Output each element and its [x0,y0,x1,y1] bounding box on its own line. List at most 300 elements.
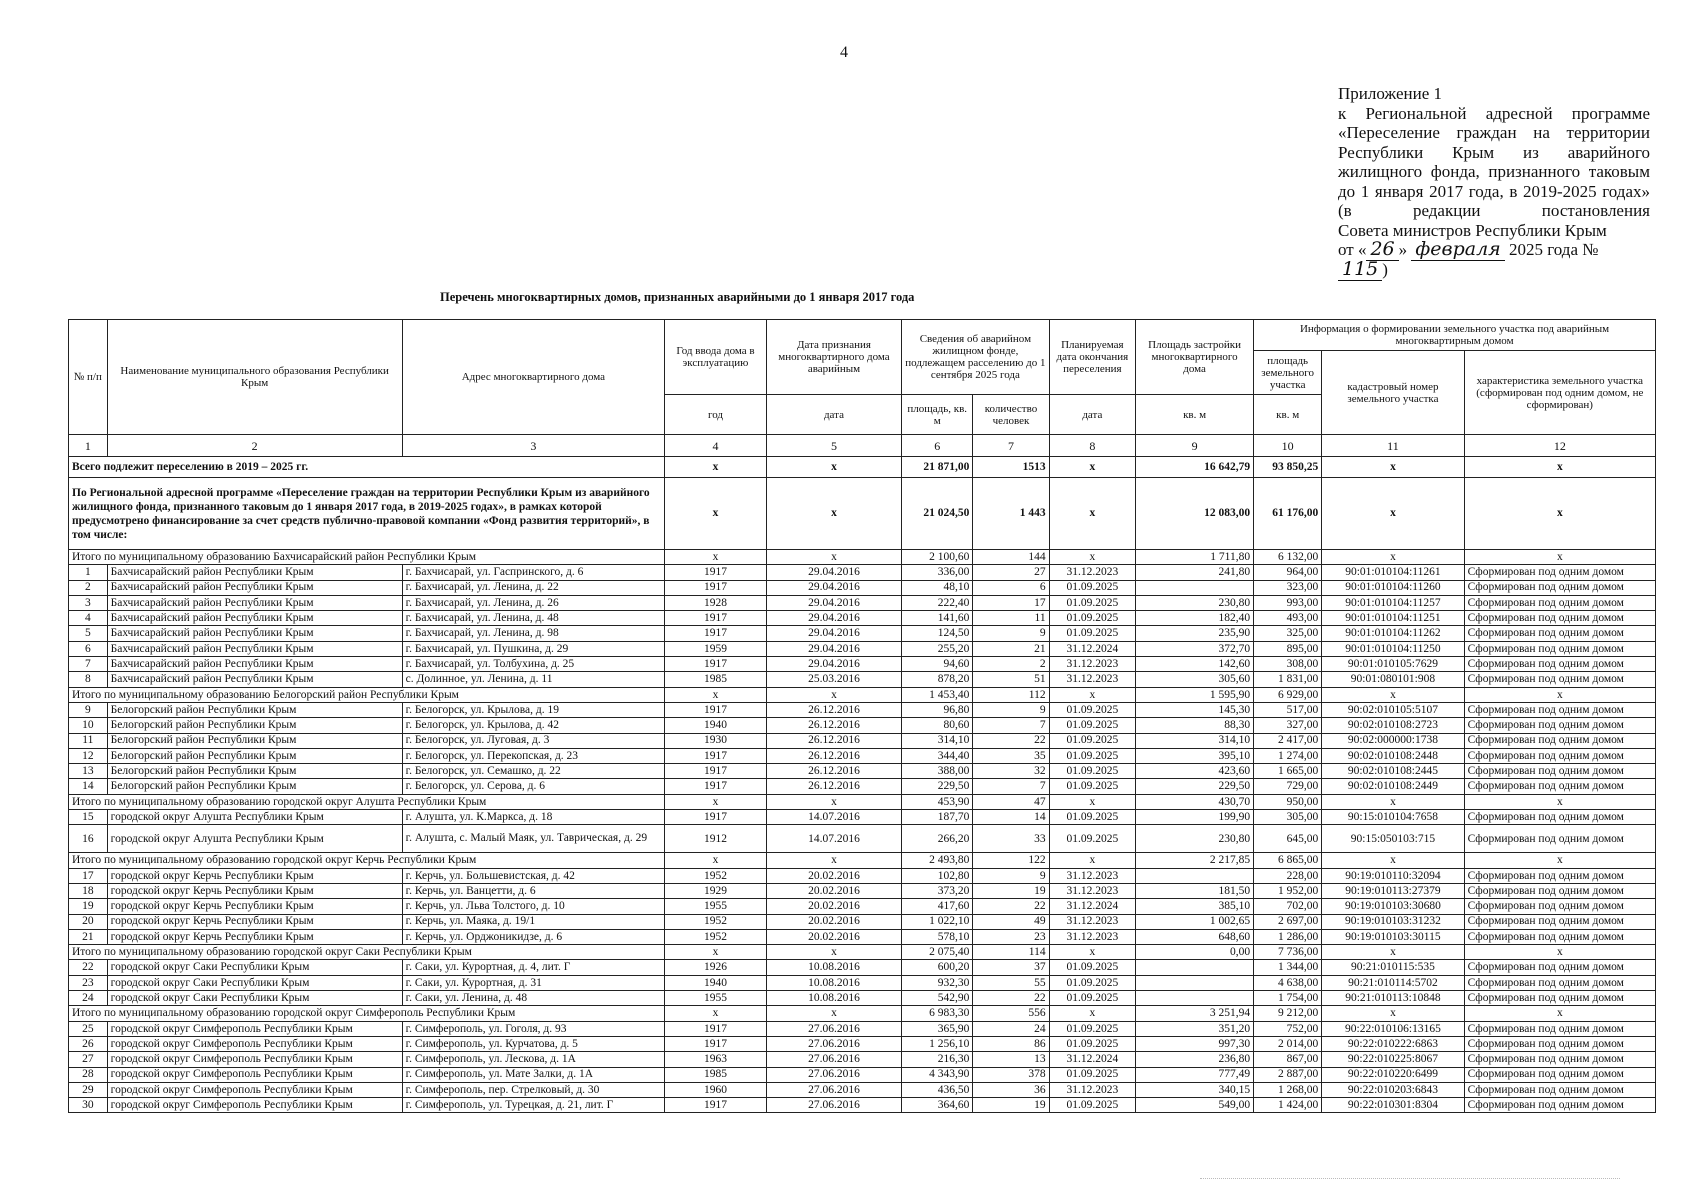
cell-cadastral: 90:19:010103:30680 [1322,899,1464,914]
cell-land: 1 424,00 [1254,1098,1322,1113]
cell-cadastral: x [1322,794,1464,809]
cell-year: 1959 [665,641,767,656]
header-land-char: характеристика земельного участка (сформирован под одним домом, не сформирован) [1464,351,1655,435]
cell-area: 336,00 [902,565,973,580]
unit-land: кв. м [1254,395,1322,435]
cell-municipality: Бахчисарайский район Республики Крым [107,657,402,672]
cell-built: 1 002,65 [1136,914,1254,929]
cell-people: 9 [973,868,1049,883]
cell-cadastral: 90:02:010105:5107 [1322,702,1464,717]
cell-plan: 31.12.2023 [1049,868,1135,883]
cell-area: 102,80 [902,868,973,883]
date-month-handwritten: февраля [1411,238,1504,261]
cell-land: 93 850,25 [1254,457,1322,478]
cell-land: 1 831,00 [1254,672,1322,687]
cell-num: 10 [69,718,108,733]
cell-people: 1513 [973,457,1049,478]
cell-people: 51 [973,672,1049,687]
cell-area: 453,90 [902,794,973,809]
cell-people: 35 [973,748,1049,763]
cell-year: x [665,550,767,565]
cell-year: 1917 [665,626,767,641]
cell-land: 645,00 [1254,825,1322,853]
cell-year: x [665,457,767,478]
cell-year: 1926 [665,960,767,975]
cell-characteristic: x [1464,478,1655,550]
cell-people: 33 [973,825,1049,853]
cell-built: 145,30 [1136,702,1254,717]
cell-num: 26 [69,1036,108,1051]
header-cadastral: кадастровый номер земельного участка [1322,351,1464,435]
col-number: 8 [1049,435,1135,457]
cell-plan: x [1049,945,1135,960]
cell-cadastral: 90:19:010113:27379 [1322,883,1464,898]
table-row [69,626,1656,641]
cell-date: x [766,1006,901,1021]
cell-cadastral: 90:02:000000:1738 [1322,733,1464,748]
cell-land: 9 212,00 [1254,1006,1322,1021]
cell-municipality: городской округ Керчь Республики Крым [107,883,402,898]
cell-cadastral: 90:21:010114:5702 [1322,975,1464,990]
cell-year: 1912 [665,825,767,853]
page-number: 4 [840,44,848,61]
cell-date: 29.04.2016 [766,657,901,672]
cell-area: 6 983,30 [902,1006,973,1021]
cell-plan: x [1049,457,1135,478]
cell-date: 27.06.2016 [766,1021,901,1036]
cell-municipality: городской округ Керчь Республики Крым [107,929,402,944]
cell-land: 61 176,00 [1254,478,1322,550]
cell-plan: 31.12.2024 [1049,641,1135,656]
cell-characteristic: x [1464,457,1655,478]
cell-characteristic: Сформирован под одним домом [1464,1036,1655,1051]
cell-cadastral: 90:02:010108:2723 [1322,718,1464,733]
cell-area: 542,90 [902,991,973,1006]
cell-people: 22 [973,733,1049,748]
cell-area: 436,50 [902,1082,973,1097]
cell-area: 314,10 [902,733,973,748]
cell-land: 327,00 [1254,718,1322,733]
cell-municipality: городской округ Керчь Республики Крым [107,914,402,929]
cell-year: x [665,945,767,960]
cell-built: 235,90 [1136,626,1254,641]
cell-area: 373,20 [902,883,973,898]
cell-municipality: городской округ Саки Республики Крым [107,991,402,1006]
cell-num: 14 [69,779,108,794]
cell-date: x [766,794,901,809]
cell-people: 378 [973,1067,1049,1082]
header-address: Адрес многоквартирного дома [402,320,664,435]
cell-land: 1 665,00 [1254,764,1322,779]
cell-area: 2 493,80 [902,853,973,868]
cell-characteristic: Сформирован под одним домом [1464,611,1655,626]
cell-built: 2 217,85 [1136,853,1254,868]
cell-cadastral: 90:01:010104:11260 [1322,580,1464,595]
cell-area: 2 100,60 [902,550,973,565]
cell-cadastral: 90:01:010105:7629 [1322,657,1464,672]
cell-people: 9 [973,626,1049,641]
cell-address: г. Алушта, ул. К.Маркса, д. 18 [402,810,664,825]
cell-built: 3 251,94 [1136,1006,1254,1021]
cell-num: 18 [69,883,108,898]
cell-people: 37 [973,960,1049,975]
cell-area: 388,00 [902,764,973,779]
cell-cadastral: 90:01:010104:11251 [1322,611,1464,626]
cell-characteristic: x [1464,853,1655,868]
cell-num: 28 [69,1067,108,1082]
cell-date: 27.06.2016 [766,1036,901,1051]
cell-people: 47 [973,794,1049,809]
cell-land: 2 697,00 [1254,914,1322,929]
cell-built: 648,60 [1136,929,1254,944]
unit-plan: дата [1049,395,1135,435]
subtotal-row [69,550,1656,565]
cell-people: 21 [973,641,1049,656]
cell-people: 144 [973,550,1049,565]
cell-year: 1960 [665,1082,767,1097]
cell-characteristic: Сформирован под одним домом [1464,1098,1655,1113]
cell-built: 229,50 [1136,779,1254,794]
cell-characteristic: Сформирован под одним домом [1464,1082,1655,1097]
appendix-line: жилищного фонда, признанного таковым [1338,162,1650,181]
header-recognition-date: Дата признания многоквартирного дома аварийным [766,320,901,395]
cell-plan: 01.09.2025 [1049,1098,1135,1113]
header-land-info: Информация о формировании земельного участка под аварийным многоквартирным домом [1254,320,1656,351]
cell-area: 229,50 [902,779,973,794]
subtotal-label: Итого по муниципальному образованию Бахчисарайский район Республики Крым [69,550,665,565]
cell-num: 24 [69,991,108,1006]
table-row [69,1036,1656,1051]
cell-address: г. Симферополь, пер. Стрелковый, д. 30 [402,1082,664,1097]
cell-date: 14.07.2016 [766,825,901,853]
cell-plan: 01.09.2025 [1049,580,1135,595]
table-row [69,991,1656,1006]
cell-area: 4 343,90 [902,1067,973,1082]
cell-characteristic: x [1464,794,1655,809]
col-number: 10 [1254,435,1322,457]
cell-address: г. Белогорск, ул. Перекопская, д. 23 [402,748,664,763]
cell-land: 2 014,00 [1254,1036,1322,1051]
cell-plan: 01.09.2025 [1049,702,1135,717]
cell-plan: 01.09.2025 [1049,748,1135,763]
table-row [69,883,1656,898]
table-row [69,779,1656,794]
cell-land: 228,00 [1254,868,1322,883]
cell-people: 22 [973,991,1049,1006]
cell-year: 1930 [665,733,767,748]
cell-land: 6 929,00 [1254,687,1322,702]
cell-num: 2 [69,580,108,595]
cell-people: 6 [973,580,1049,595]
cell-date: x [766,457,901,478]
col-number: 3 [402,435,664,457]
cell-land: 305,00 [1254,810,1322,825]
cell-municipality: Бахчисарайский район Республики Крым [107,626,402,641]
cell-built [1136,991,1254,1006]
cell-area: 80,60 [902,718,973,733]
cell-num: 27 [69,1052,108,1067]
cell-cadastral: 90:01:010104:11257 [1322,595,1464,610]
cell-year: 1917 [665,810,767,825]
cell-plan: 01.09.2025 [1049,1021,1135,1036]
cell-characteristic: Сформирован под одним домом [1464,764,1655,779]
cell-cadastral: x [1322,945,1464,960]
cell-cadastral: 90:15:010104:7658 [1322,810,1464,825]
cell-people: 23 [973,929,1049,944]
cell-people: 556 [973,1006,1049,1021]
cell-land: 950,00 [1254,794,1322,809]
appendix-line: (в редакции постановления [1338,201,1650,220]
cell-land: 729,00 [1254,779,1322,794]
cell-cadastral: 90:22:010225:8067 [1322,1052,1464,1067]
cell-date: 26.12.2016 [766,764,901,779]
header-municipality: Наименование муниципального образования Республики Крым [107,320,402,435]
cell-built: 314,10 [1136,733,1254,748]
cell-year: 1963 [665,1052,767,1067]
cell-built: 351,20 [1136,1021,1254,1036]
cell-date: 26.12.2016 [766,702,901,717]
cell-area: 878,20 [902,672,973,687]
cell-land: 867,00 [1254,1052,1322,1067]
table-row [69,960,1656,975]
header-built-area: Площадь застройки многоквартирного дома [1136,320,1254,395]
cell-land: 1 952,00 [1254,883,1322,898]
cell-built: 16 642,79 [1136,457,1254,478]
unit-built: кв. м [1136,395,1254,435]
cell-num: 1 [69,565,108,580]
table-row [69,764,1656,779]
table-row [69,611,1656,626]
cell-date: 10.08.2016 [766,991,901,1006]
table-row [69,1067,1656,1082]
cell-people: 27 [973,565,1049,580]
cell-people: 49 [973,914,1049,929]
subtotal-row [69,853,1656,868]
cell-land: 895,00 [1254,641,1322,656]
table-row [69,868,1656,883]
header-land-area: площадь земельного участка [1254,351,1322,395]
cell-year: 1917 [665,779,767,794]
cell-date: 29.04.2016 [766,595,901,610]
cell-characteristic: x [1464,687,1655,702]
cell-date: 26.12.2016 [766,718,901,733]
cell-municipality: Бахчисарайский район Республики Крым [107,611,402,626]
cell-municipality: городской округ Саки Республики Крым [107,975,402,990]
cell-built: 230,80 [1136,595,1254,610]
cell-cadastral: 90:02:010108:2448 [1322,748,1464,763]
cell-num: 19 [69,899,108,914]
cell-address: г. Алушта, с. Малый Маяк, ул. Таврическая, д. 29 [402,825,664,853]
cell-plan: x [1049,853,1135,868]
appendix-date [1338,240,1650,279]
cell-built: 0,00 [1136,945,1254,960]
cell-cadastral: x [1322,550,1464,565]
cell-municipality: Белогорский район Республики Крым [107,764,402,779]
cell-cadastral: 90:19:010103:31232 [1322,914,1464,929]
cell-municipality: Белогорский район Республики Крым [107,733,402,748]
col-number: 11 [1322,435,1464,457]
date-suffix: ) [1382,259,1388,279]
cell-characteristic: Сформирован под одним домом [1464,975,1655,990]
cell-area: 187,70 [902,810,973,825]
cell-area: 600,20 [902,960,973,975]
cell-plan: x [1049,687,1135,702]
cell-characteristic: Сформирован под одним домом [1464,899,1655,914]
cell-year: 1917 [665,748,767,763]
cell-plan: 01.09.2025 [1049,825,1135,853]
cell-municipality: Белогорский район Республики Крым [107,779,402,794]
cell-land: 993,00 [1254,595,1322,610]
cell-land: 308,00 [1254,657,1322,672]
col-number: 2 [107,435,402,457]
cell-area: 216,30 [902,1052,973,1067]
cell-municipality: Белогорский район Республики Крым [107,748,402,763]
cell-cadastral: 90:01:080101:908 [1322,672,1464,687]
cell-date: 20.02.2016 [766,883,901,898]
cell-characteristic: Сформирован под одним домом [1464,641,1655,656]
header-num: № п/п [69,320,108,435]
cell-people: 19 [973,883,1049,898]
cell-municipality: городской округ Симферополь Республики Крым [107,1021,402,1036]
cell-year: 1917 [665,702,767,717]
cell-cadastral: x [1322,1006,1464,1021]
appendix-line: Совета министров Республики Крым [1338,220,1607,240]
cell-date: 26.12.2016 [766,748,901,763]
col-number: 5 [766,435,901,457]
cell-address: г. Керчь, ул. Маяка, д. 19/1 [402,914,664,929]
cell-address: г. Бахчисарай, ул. Ленина, д. 48 [402,611,664,626]
cell-date: 20.02.2016 [766,914,901,929]
cell-cadastral: x [1322,478,1464,550]
cell-num: 16 [69,825,108,853]
cell-municipality: городской округ Симферополь Республики Крым [107,1098,402,1113]
cell-num: 17 [69,868,108,883]
cell-municipality: городской округ Симферополь Республики Крым [107,1082,402,1097]
header-plan-date: Планируемая дата окончания переселения [1049,320,1135,395]
appendix-line: до 1 января 2017 года, в 2019-2025 годах» [1338,181,1650,201]
cell-cadastral: 90:22:010106:13165 [1322,1021,1464,1036]
cell-plan: x [1049,794,1135,809]
cell-area: 21 024,50 [902,478,973,550]
cell-land: 1 268,00 [1254,1082,1322,1097]
cell-built: 395,10 [1136,748,1254,763]
cell-cadastral: 90:02:010108:2445 [1322,764,1464,779]
cell-plan: 31.12.2023 [1049,914,1135,929]
cell-people: 11 [973,611,1049,626]
cell-year: 1955 [665,991,767,1006]
cell-year: 1917 [665,657,767,672]
cell-plan: x [1049,478,1135,550]
cell-built: 430,70 [1136,794,1254,809]
subtotal-row [69,945,1656,960]
cell-num: 12 [69,748,108,763]
cell-built: 305,60 [1136,672,1254,687]
table-row [69,641,1656,656]
cell-plan: x [1049,1006,1135,1021]
cell-characteristic: Сформирован под одним домом [1464,779,1655,794]
cell-date: 20.02.2016 [766,899,901,914]
cell-people: 55 [973,975,1049,990]
cell-area: 2 075,40 [902,945,973,960]
cell-address: г. Бахчисарай, ул. Ленина, д. 26 [402,595,664,610]
cell-address: г. Керчь, ул. Ванцетти, д. 6 [402,883,664,898]
cell-characteristic: Сформирован под одним домом [1464,1052,1655,1067]
cell-address: г. Бахчисарай, ул. Ленина, д. 22 [402,580,664,595]
cell-year: 1952 [665,868,767,883]
table-row [69,565,1656,580]
unit-people: количество человек [973,395,1049,435]
cell-plan: x [1049,550,1135,565]
table-row [69,825,1656,853]
cell-characteristic: Сформирован под одним домом [1464,825,1655,853]
cell-land: 325,00 [1254,626,1322,641]
col-number: 7 [973,435,1049,457]
cell-address: г. Симферополь, ул. Турецкая, д. 21, лит. Г [402,1098,664,1113]
table-row [69,733,1656,748]
cell-land: 6 132,00 [1254,550,1322,565]
cell-year: 1985 [665,1067,767,1082]
cell-plan: 01.09.2025 [1049,764,1135,779]
cell-year: 1928 [665,595,767,610]
cell-people: 24 [973,1021,1049,1036]
cell-cadastral: 90:21:010115:535 [1322,960,1464,975]
cell-plan: 01.09.2025 [1049,1036,1135,1051]
cell-address: г. Керчь, ул. Льва Толстого, д. 10 [402,899,664,914]
cell-municipality: городской округ Алушта Республики Крым [107,810,402,825]
cell-area: 1 453,40 [902,687,973,702]
cell-area: 417,60 [902,899,973,914]
cell-people: 36 [973,1082,1049,1097]
table-row [69,975,1656,990]
cell-plan: 01.09.2025 [1049,1067,1135,1082]
col-number: 4 [665,435,767,457]
subtotal-label: Итого по муниципальному образованию городской округ Керчь Республики Крым [69,853,665,868]
cell-year: 1940 [665,975,767,990]
table-row [69,580,1656,595]
cell-municipality: городской округ Симферополь Республики Крым [107,1067,402,1082]
cell-characteristic: Сформирован под одним домом [1464,702,1655,717]
header-year: Год ввода дома в эксплуатацию [665,320,767,395]
cell-land: 1 274,00 [1254,748,1322,763]
cell-date: 20.02.2016 [766,868,901,883]
cell-date: 27.06.2016 [766,1098,901,1113]
cell-municipality: городской округ Саки Республики Крым [107,960,402,975]
cell-people: 22 [973,899,1049,914]
cell-land: 7 736,00 [1254,945,1322,960]
cell-built: 12 083,00 [1136,478,1254,550]
cell-num: 5 [69,626,108,641]
cell-num: 22 [69,960,108,975]
unit-date: дата [766,395,901,435]
table-row [69,810,1656,825]
appendix-line: к Региональной адресной программе [1338,103,1650,123]
cell-built: 1 595,90 [1136,687,1254,702]
cell-area: 932,30 [902,975,973,990]
cell-area: 344,40 [902,748,973,763]
cell-plan: 01.09.2025 [1049,718,1135,733]
total-label: Всего подлежит переселению в 2019 – 2025 гг. [69,457,665,478]
cell-land: 493,00 [1254,611,1322,626]
cell-cadastral: 90:15:050103:715 [1322,825,1464,853]
cell-municipality: Бахчисарайский район Республики Крым [107,580,402,595]
cell-num: 25 [69,1021,108,1036]
header-fund: Сведения об аварийном жилищном фонде, подлежащем расселению до 1 сентября 2025 года [902,320,1050,395]
cell-date: 29.04.2016 [766,580,901,595]
appendix-line: Приложение 1 [1338,84,1442,103]
cell-characteristic: Сформирован под одним домом [1464,657,1655,672]
cell-built: 182,40 [1136,611,1254,626]
cell-characteristic: Сформирован под одним домом [1464,626,1655,641]
